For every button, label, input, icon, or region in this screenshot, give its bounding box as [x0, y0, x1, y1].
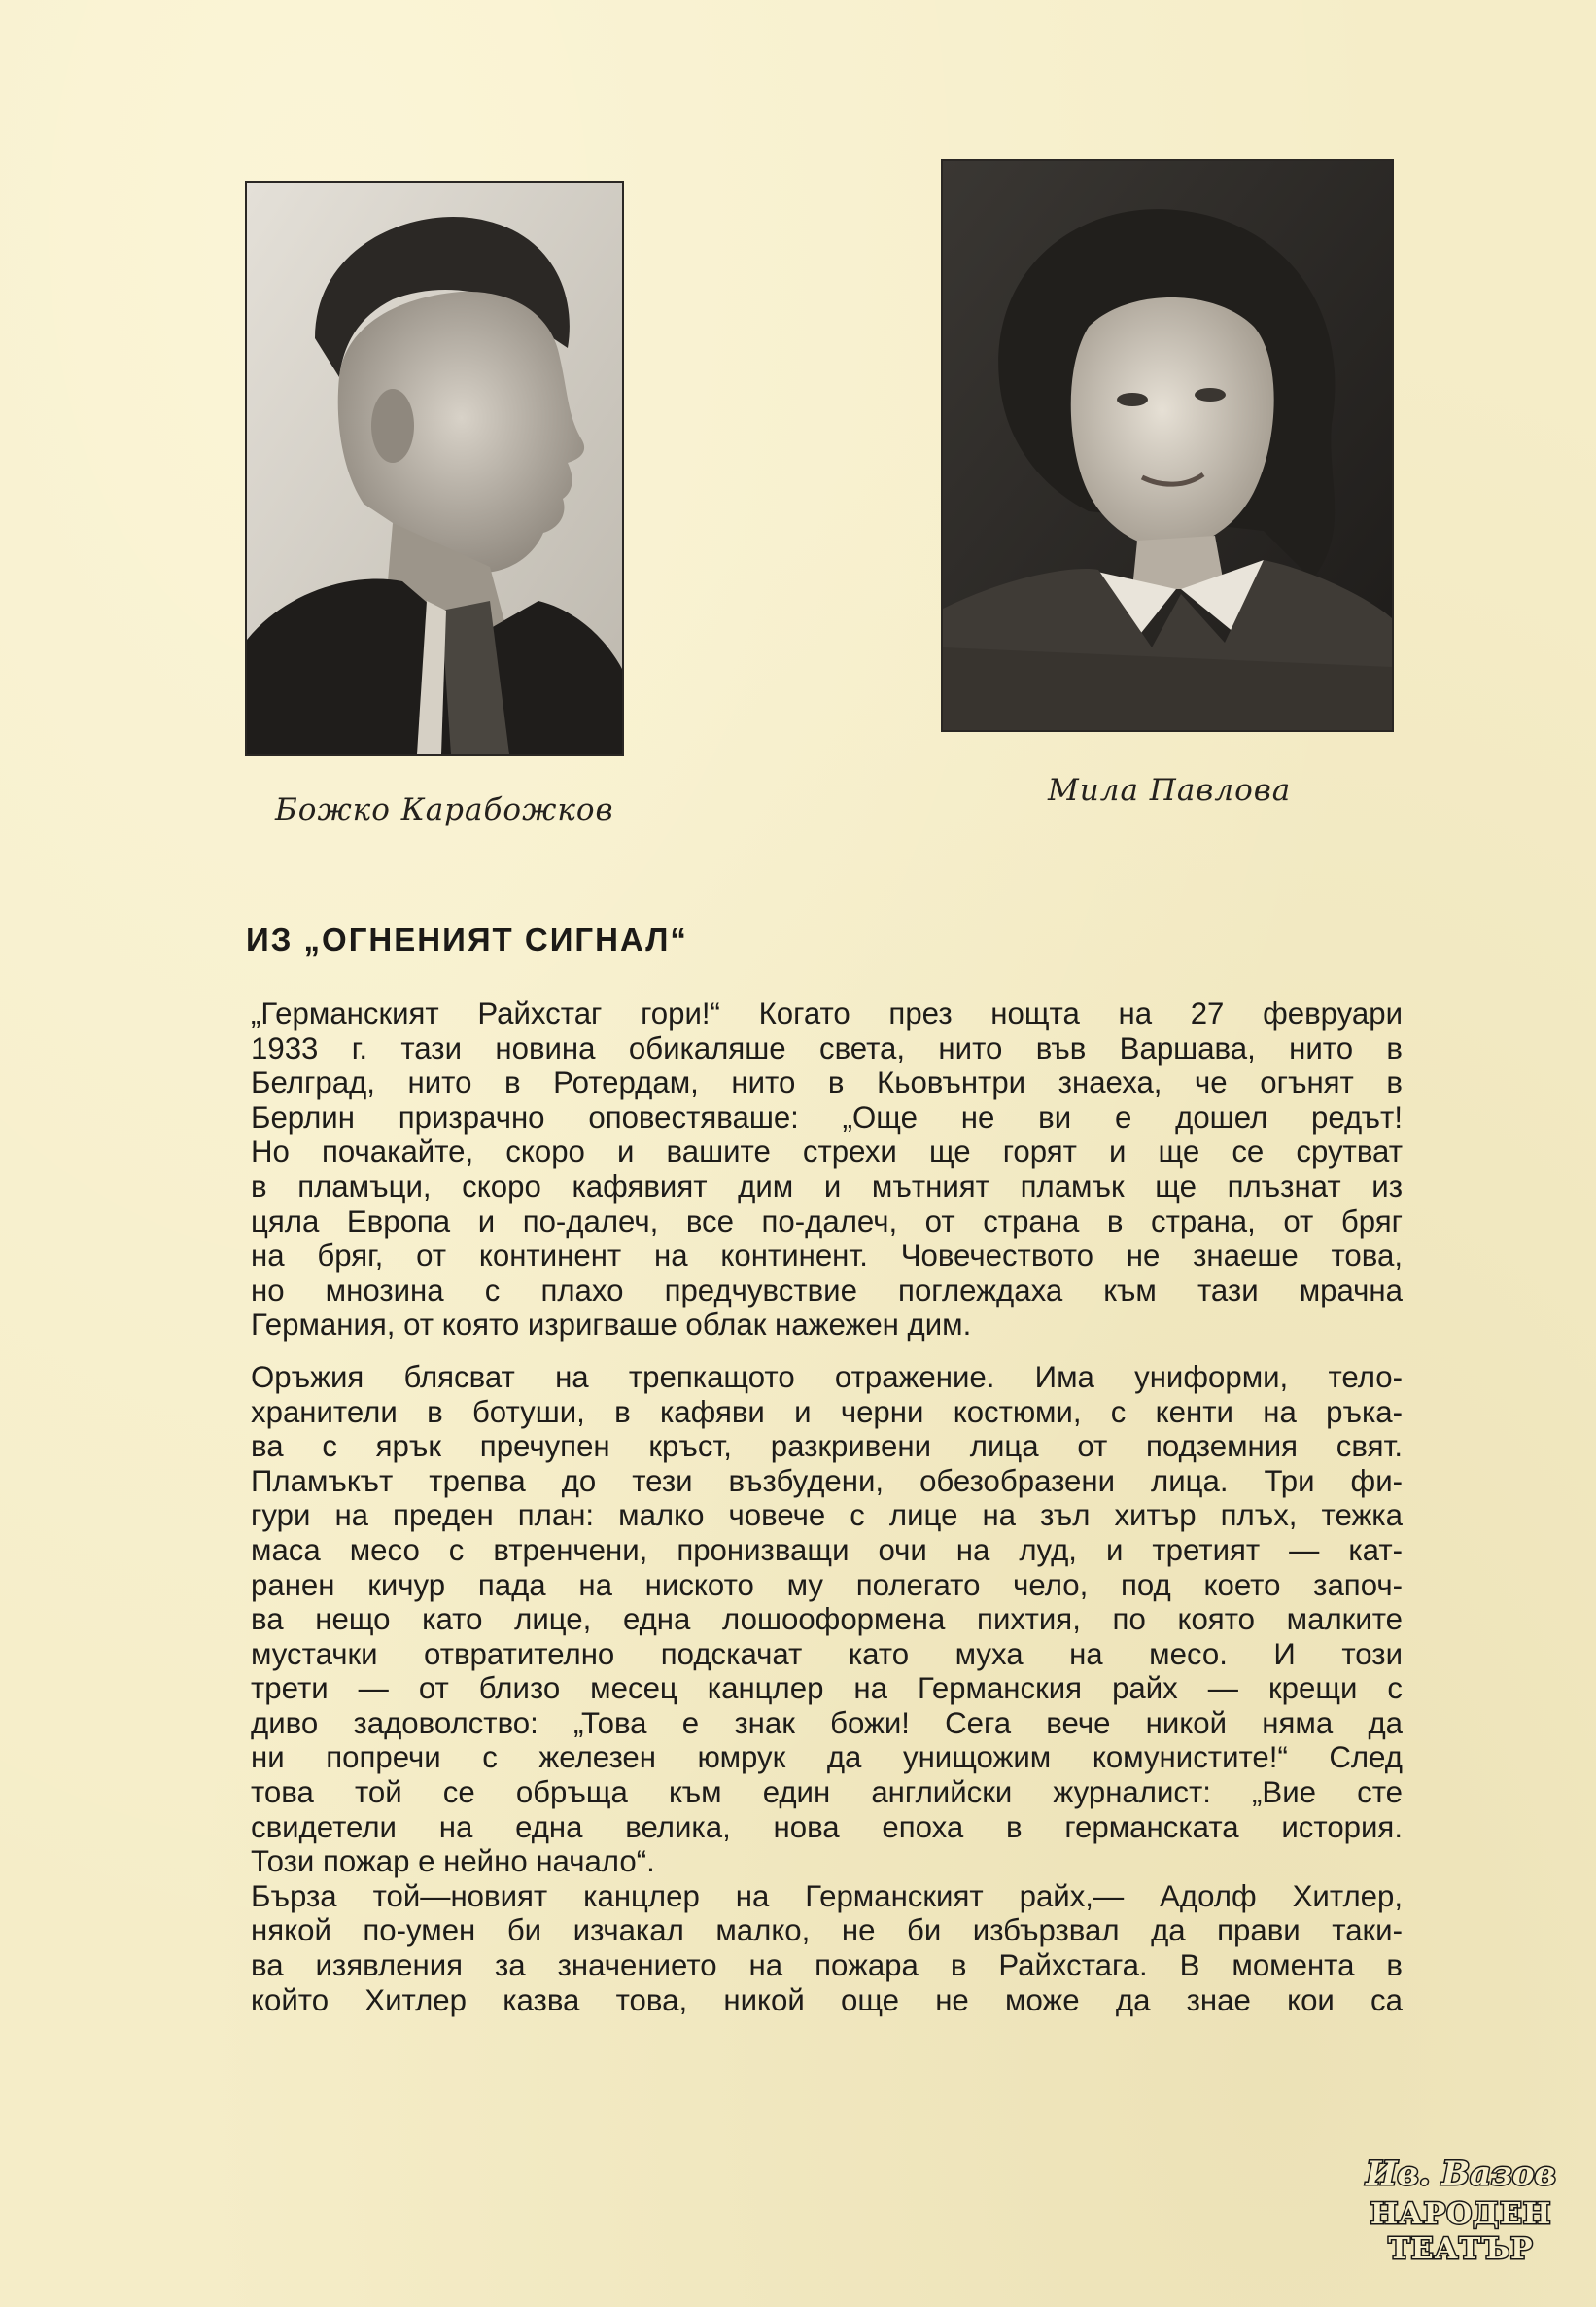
portrait-caption: Мила Павлова [1048, 773, 1292, 808]
article-body [251, 996, 1403, 2017]
logo-signature: Ив. Вазов [1366, 2154, 1556, 2193]
text-line: 1933 г. тази новина обикаляше света, нито във Варшава, нито в [251, 1031, 1403, 1066]
text-line: свидетели на една велика, нова епоха в германската история. [251, 1809, 1403, 1844]
text-line: ва изявления за значението на пожара в Райхстага. В момента в [251, 1948, 1403, 1983]
text-line: трети — от близо месец канцлер на Германския райх — крещи с [251, 1671, 1403, 1706]
male-portrait-photo [245, 181, 624, 756]
logo-line1: НАРОДЕН [1370, 2197, 1552, 2231]
text-line: мустачки отвратително подскачат като муха на месо. И този [251, 1636, 1403, 1671]
text-line: маса месо с втренчени, пронизващи очи на луд, и третият — кат- [251, 1532, 1403, 1567]
text-line: Белград, нито в Ротердам, нито в Кьовънтри знаеха, че огънят в [251, 1066, 1403, 1101]
text-line: който Хитлер казва това, никой още не може да знае кои са [251, 1982, 1403, 2017]
logo-line2: ТЕАТЪР [1388, 2232, 1534, 2266]
text-line: Но почакайте, скоро и вашите стрехи ще горят и ще се срутват [251, 1135, 1403, 1170]
text-line: на бряг, от континент на континент. Човечеството не знаеше това, [251, 1239, 1403, 1274]
text-line: ранен кичур пада на ниското му полегато чело, под което започ- [251, 1567, 1403, 1602]
text-line: това той се обръща към един английски журналист: „Вие сте [251, 1775, 1403, 1810]
paragraph-2 [251, 1360, 1403, 1879]
text-line: ва с ярък пречупен кръст, разкривени лица от подземния свят. [251, 1429, 1403, 1464]
text-line: Този пожар е нейно начало“. [251, 1844, 655, 1879]
text-line: Пламъкът трепва до тези възбудени, обезобразени лица. Три фи- [251, 1463, 1403, 1498]
text-line: някой по-умен би изчакал малко, не би избързвал да прави таки- [251, 1913, 1403, 1948]
text-line: гури на преден план: малко човече с лице на зъл хитър плъх, тежка [251, 1498, 1403, 1533]
text-line: в пламъци, скоро кафявият дим и мътният пламък ще плъзнат из [251, 1169, 1403, 1204]
text-line: но мнозина с плахо предчувствие поглеждаха към тази мрачна [251, 1273, 1403, 1308]
article-title: ИЗ „ОГНЕНИЯТ СИГНАЛ“ [246, 922, 688, 958]
text-line: Бърза той—новият канцлер на Германският райх,— Адолф Хитлер, [251, 1878, 1403, 1913]
text-line: хранители в ботуши, в кафяви и черни костюми, с кенти на ръка- [251, 1394, 1403, 1429]
paragraph-3 [251, 1879, 1403, 2017]
text-line: ва нещо като лице, една лошооформена пихтия, по която малките [251, 1602, 1403, 1637]
female-portrait-photo [941, 159, 1394, 732]
text-line: „Германският Райхстаг гори!“ Когато през нощта на 27 февруари [251, 996, 1403, 1031]
text-line: Оръжия блясват на трепкащото отражение. Има униформи, тело- [251, 1359, 1403, 1394]
text-line: Берлин призрачно оповестяваше: „Още не ви е дошел редът! [251, 1100, 1403, 1135]
portrait-caption: Божко Карабожков [275, 792, 614, 827]
text-line: диво задоволство: „Това е знак божи! Сега вече никой няма да [251, 1705, 1403, 1740]
text-line: ни попречи с железен юмрук да унищожим комунистите!“ След [251, 1740, 1403, 1775]
text-line: цяла Европа и по-далеч, все по-далеч, от страна в страна, от бряг [251, 1204, 1403, 1239]
paragraph-1 [251, 996, 1403, 1343]
text-line: Германия, от която изригваше облак нажежен дим. [251, 1308, 972, 1343]
national-theatre-logo [1366, 2144, 1556, 2270]
